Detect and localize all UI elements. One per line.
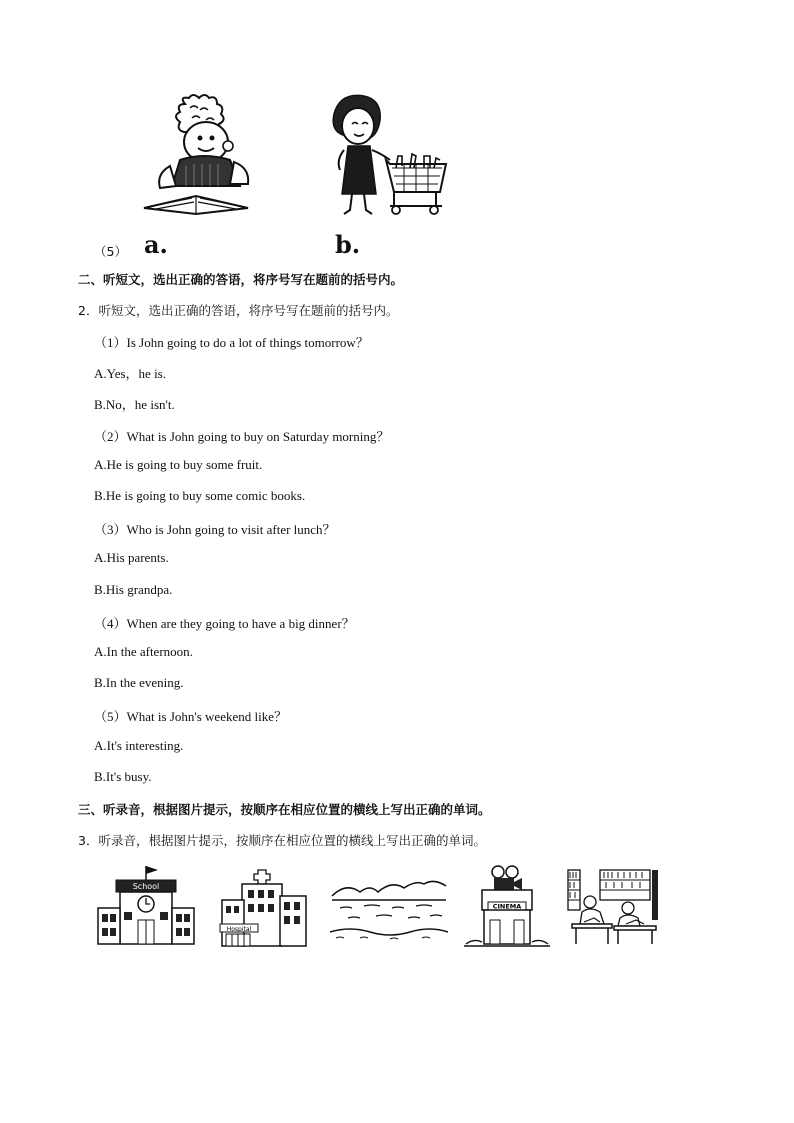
option-label-b: b.	[335, 230, 361, 259]
q3-option-a: A.His parents.	[94, 550, 169, 565]
item-number: （5）	[94, 244, 127, 259]
school-icon	[96, 864, 194, 946]
q1-option-a: A.Yes，he is.	[94, 366, 166, 381]
hospital-icon	[218, 866, 310, 946]
boy-reading-icon	[140, 96, 250, 216]
section-heading-3: 三、听录音，根据图片提示，按顺序在相应位置的横线上写出正确的单词。	[78, 802, 491, 817]
school-sign: School	[132, 882, 160, 891]
section-instruction-2: 2．听短文，选出正确的答语，将序号写在题前的括号内。	[78, 303, 399, 318]
library-icon	[566, 866, 660, 946]
q4-option-b: B.In the evening.	[94, 675, 184, 690]
q1-option-b: B.No，he isn't.	[94, 397, 175, 412]
question-2: （2）What is John going to buy on Saturday morning？	[94, 429, 390, 444]
question-1: （1）Is John going to do a lot of things tomorrow？	[94, 335, 369, 350]
q5-option-b: B.It's busy.	[94, 769, 152, 784]
lake-icon	[330, 876, 448, 942]
question-3: （3）Who is John going to visit after lunch？	[94, 522, 336, 537]
question-4: （4）When are they going to have a big dinner？	[94, 616, 355, 631]
girl-shopping-cart-icon	[320, 94, 450, 218]
cinema-icon	[464, 864, 550, 948]
q2-option-a: A.He is going to buy some fruit.	[94, 457, 263, 472]
hospital-sign: Hospital	[226, 926, 252, 933]
q3-option-b: B.His grandpa.	[94, 582, 173, 597]
q4-option-a: A.In the afternoon.	[94, 644, 193, 659]
cinema-sign: CINEMA	[492, 902, 522, 911]
question-5: （5）What is John's weekend like？	[94, 709, 287, 724]
q5-option-a: A.It's interesting.	[94, 738, 184, 753]
option-label-a: a.	[144, 230, 168, 259]
q2-option-b: B.He is going to buy some comic books.	[94, 488, 306, 503]
section-heading-2: 二、听短文，选出正确的答语，将序号写在题前的括号内。	[78, 272, 404, 287]
section-instruction-3: 3．听录音，根据图片提示，按顺序在相应位置的横线上写出正确的单词。	[78, 833, 486, 848]
